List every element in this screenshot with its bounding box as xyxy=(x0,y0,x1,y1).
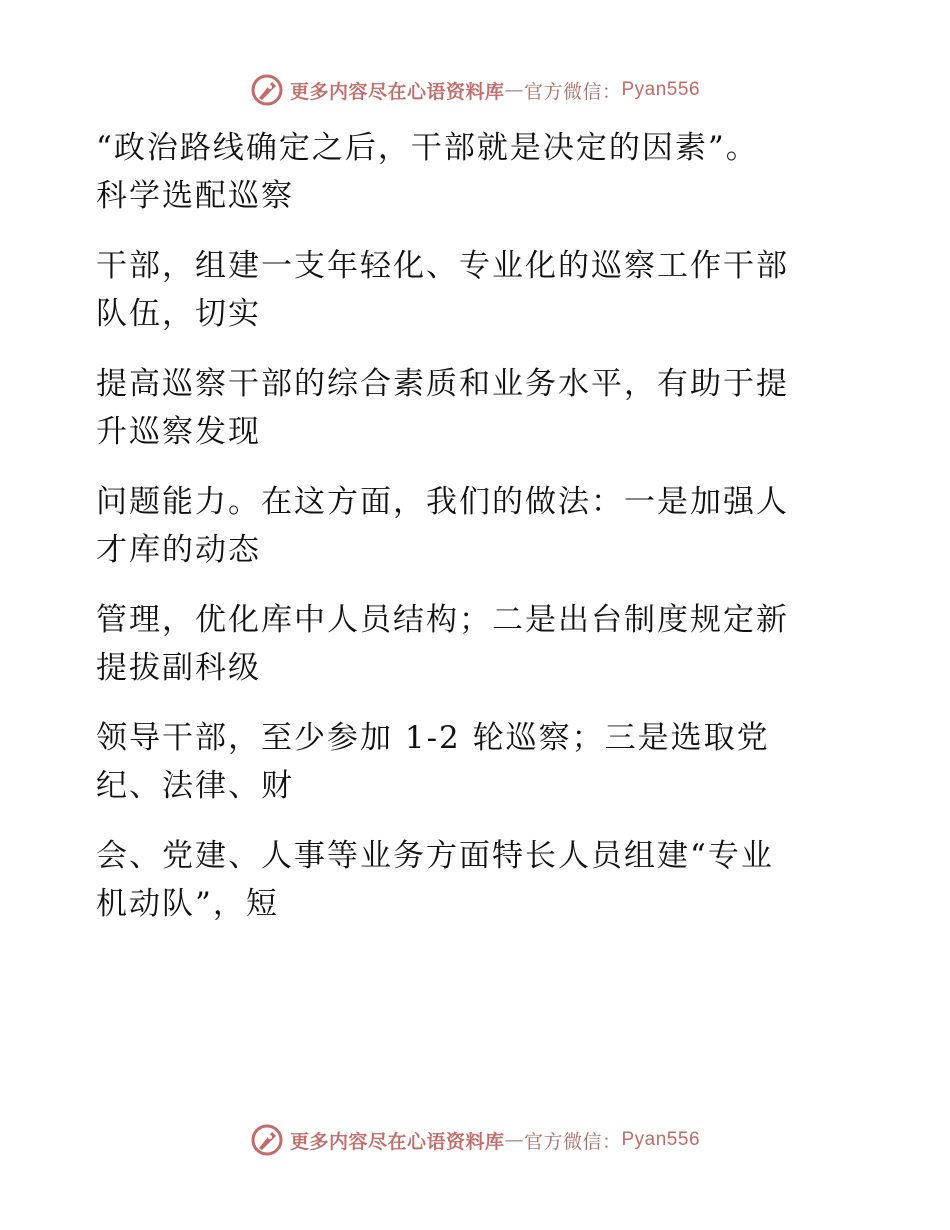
header-text: 更多内容尽在心语资料库 xyxy=(289,80,505,103)
text-line: 管理，优化库中人员结构；二是出台制度规定新 xyxy=(96,602,789,638)
pen-nib-logo-icon xyxy=(250,73,284,107)
text-line: 会、党建、人事等业务方面特长人员组建“专业 xyxy=(96,838,774,874)
footer-wechat-label: 官方微信： xyxy=(523,1130,622,1153)
text-line: 科学选配巡察 xyxy=(96,178,294,214)
text-line: 队伍，切实 xyxy=(96,296,261,332)
footer-watermark xyxy=(0,1120,950,1160)
paragraph xyxy=(96,596,836,692)
header-wechat-id: Pyan556 xyxy=(621,79,701,100)
document-body xyxy=(96,124,836,950)
header-watermark xyxy=(0,70,950,110)
text-line: “政治路线确定之后，干部就是决定的因素”。 xyxy=(96,130,759,166)
footer-wechat-id: Pyan556 xyxy=(621,1129,701,1150)
text-line: 领导干部，至少参加 1-2 轮巡察；三是选取党 xyxy=(96,720,770,756)
paragraph xyxy=(96,478,836,574)
text-line: 机动队”，短 xyxy=(96,886,279,922)
footer-separator: — xyxy=(504,1129,524,1151)
header-separator: — xyxy=(504,79,524,101)
text-line: 才库的动态 xyxy=(96,532,261,568)
text-line: 干部，组建一支年轻化、专业化的巡察工作干部 xyxy=(96,248,789,284)
footer-text: 更多内容尽在心语资料库 xyxy=(289,1130,505,1153)
text-line: 问题能力。在这方面，我们的做法：一是加强人 xyxy=(96,484,789,520)
paragraph xyxy=(96,242,836,338)
text-line: 提拔副科级 xyxy=(96,650,261,686)
text-line: 纪、法律、财 xyxy=(96,768,294,804)
paragraph xyxy=(96,832,836,928)
paragraph xyxy=(96,714,836,810)
paragraph xyxy=(96,360,836,456)
paragraph xyxy=(96,124,836,220)
text-line: 升巡察发现 xyxy=(96,414,261,450)
header-wechat-label: 官方微信： xyxy=(523,80,622,103)
text-line: 提高巡察干部的综合素质和业务水平，有助于提 xyxy=(96,366,789,402)
pen-nib-logo-icon xyxy=(250,1123,284,1157)
